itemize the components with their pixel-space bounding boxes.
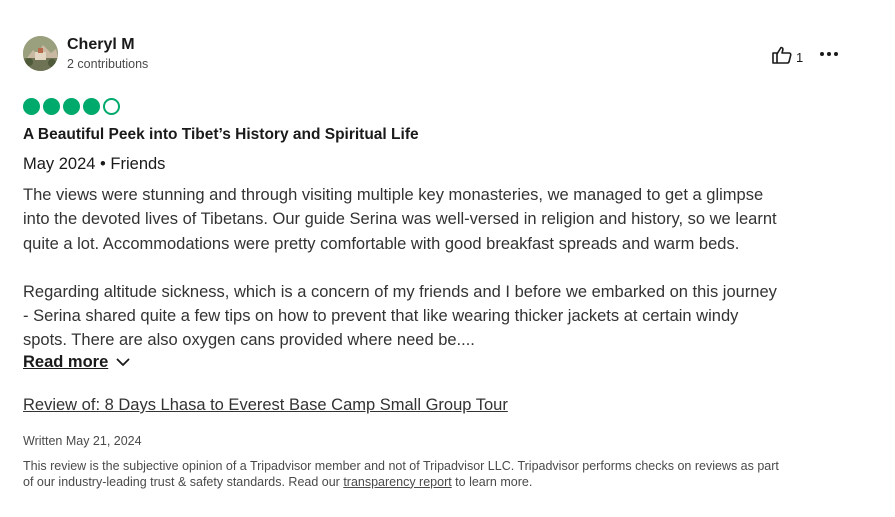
rating-bubble-filled [83,98,100,115]
avatar[interactable] [23,36,58,71]
review-body [23,183,853,353]
more-options-button[interactable] [818,44,840,64]
disclaimer-text-end: to learn more. [451,474,533,489]
more-options-icon [818,51,840,68]
transparency-report-link[interactable]: transparency report [343,474,452,489]
review-paragraph: The views were stunning and through visiting multiple key monasteries, we managed to get a glimpse into the devoted lives of Tibetans. Our guide Serina was well-versed in religion and history, so we learnt quite a lot. Accommodations were pretty comfortable with good breakfast spreads and warm beds. [23,186,777,253]
rating-bubble-filled [23,98,40,115]
read-more-label: Read more [23,353,109,371]
read-more-button[interactable] [23,353,130,372]
rating-bubble-filled [63,98,80,115]
chevron-down-icon [108,353,130,372]
written-date: Written May 21, 2024 [23,434,142,448]
rating-bubble-filled [43,98,60,115]
user-name[interactable]: Cheryl M [67,36,135,53]
review-paragraph: Regarding altitude sickness, which is a concern of my friends and I before we embarked on this journey - Serina shared quite a few tips on how to prevent that like wearing thicker jackets at certain windy spots. There are also oxygen cans provided where need be.... [23,282,777,350]
review-title: A Beautiful Peek into Tibet’s History and Spiritual Life [23,126,419,143]
rating-bubble-empty [103,98,120,115]
rating-bubbles [23,98,120,115]
helpful-count: 1 [796,50,804,65]
contributions-count: 2 contributions [67,57,149,71]
review-meta: May 2024 • Friends [23,155,166,173]
helpful-vote-button[interactable] [772,46,803,69]
review-header [23,36,843,76]
review-of-link[interactable]: Review of: 8 Days Lhasa to Everest Base Camp Small Group Tour [23,396,508,414]
thumbs-up-icon [772,46,792,69]
review-disclaimer [23,459,863,490]
disclaimer-text: This review is the subjective opinion of a Tripadvisor member and not of Tripadvisor LLC. Tripadvisor performs checks on reviews as part of our industry-leading trust & safety standards. Read our [23,459,779,489]
